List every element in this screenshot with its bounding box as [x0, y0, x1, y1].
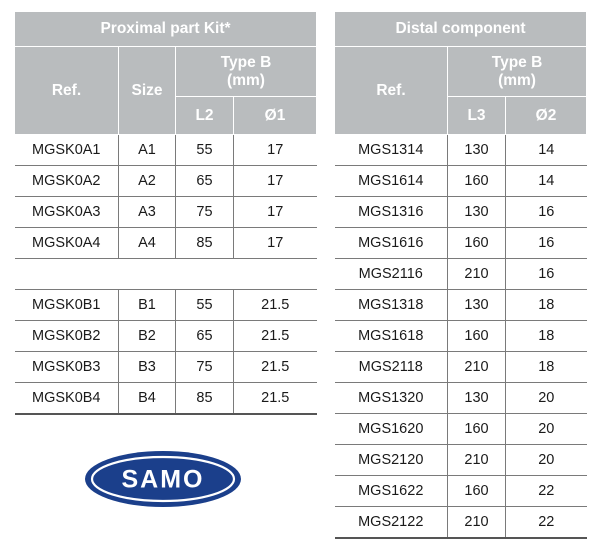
table-row: [335, 135, 587, 166]
d1-cell: 17: [234, 166, 317, 197]
table-row: [335, 352, 587, 383]
group-separator: [15, 259, 317, 290]
ref-cell: MGS2116: [335, 259, 448, 290]
table-row: [15, 228, 317, 259]
ref-cell: MGSK0A4: [15, 228, 119, 259]
ref-cell: MGS1320: [335, 383, 448, 414]
d2-cell: 18: [506, 290, 587, 321]
samo-logo: [84, 450, 242, 508]
d2-cell: 16: [506, 197, 587, 228]
l3-cell: 210: [448, 259, 506, 290]
l2-cell: 65: [176, 321, 234, 352]
table-row: [335, 259, 587, 290]
table-row: [15, 352, 317, 383]
proximal-type-header: Type B (mm): [176, 47, 317, 97]
d2-cell: 18: [506, 352, 587, 383]
size-cell: B3: [119, 352, 176, 383]
table-row: [335, 321, 587, 352]
l3-cell: 130: [448, 135, 506, 166]
table-row: [335, 197, 587, 228]
d2-cell: 20: [506, 414, 587, 445]
ref-cell: MGS2120: [335, 445, 448, 476]
table-row: [15, 383, 317, 414]
d2-cell: 20: [506, 383, 587, 414]
ref-cell: MGSK0B4: [15, 383, 119, 414]
size-cell: B4: [119, 383, 176, 414]
ref-cell: MGS1616: [335, 228, 448, 259]
ref-cell: MGSK0B3: [15, 352, 119, 383]
ref-cell: MGS2122: [335, 507, 448, 538]
ref-cell: MGSK0A1: [15, 135, 119, 166]
d2-cell: 22: [506, 476, 587, 507]
size-cell: A3: [119, 197, 176, 228]
size-cell: B1: [119, 290, 176, 321]
table-row: [335, 166, 587, 197]
ref-cell: MGS1316: [335, 197, 448, 228]
d2-cell: 14: [506, 166, 587, 197]
d1-cell: 17: [234, 228, 317, 259]
distal-ref-header: Ref.: [335, 47, 448, 135]
distal-l3-header: L3: [448, 97, 506, 135]
table-row: [335, 507, 587, 538]
ref-cell: MGS1620: [335, 414, 448, 445]
l3-cell: 130: [448, 197, 506, 228]
ref-cell: MGS2118: [335, 352, 448, 383]
proximal-size-header: Size: [119, 47, 176, 135]
distal-title: Distal component: [335, 12, 587, 47]
d1-cell: 17: [234, 135, 317, 166]
proximal-title: Proximal part Kit*: [15, 12, 317, 47]
proximal-l2-header: L2: [176, 97, 234, 135]
proximal-table: [14, 11, 317, 415]
l3-cell: 160: [448, 321, 506, 352]
l3-cell: 210: [448, 507, 506, 538]
ref-cell: MGS1314: [335, 135, 448, 166]
ref-cell: MGSK0B1: [15, 290, 119, 321]
table-row: [15, 290, 317, 321]
l2-cell: 85: [176, 383, 234, 414]
l2-cell: 55: [176, 290, 234, 321]
d1-cell: 21.5: [234, 290, 317, 321]
l2-cell: 85: [176, 228, 234, 259]
table-row: [335, 414, 587, 445]
table-row: [335, 290, 587, 321]
table-row: [15, 166, 317, 197]
d2-cell: 18: [506, 321, 587, 352]
table-row: [335, 445, 587, 476]
proximal-body: [15, 135, 317, 414]
d2-cell: 16: [506, 259, 587, 290]
d2-cell: 16: [506, 228, 587, 259]
l3-cell: 130: [448, 383, 506, 414]
table-row: [15, 321, 317, 352]
l3-cell: 160: [448, 228, 506, 259]
d1-cell: 21.5: [234, 321, 317, 352]
l2-cell: 75: [176, 352, 234, 383]
l3-cell: 130: [448, 290, 506, 321]
ref-cell: MGSK0B2: [15, 321, 119, 352]
separator-cell: [15, 259, 317, 290]
ref-cell: MGSK0A3: [15, 197, 119, 228]
l2-cell: 75: [176, 197, 234, 228]
ref-cell: MGSK0A2: [15, 166, 119, 197]
d1-cell: 17: [234, 197, 317, 228]
size-cell: B2: [119, 321, 176, 352]
l3-cell: 160: [448, 166, 506, 197]
table-row: [335, 228, 587, 259]
d2-cell: 14: [506, 135, 587, 166]
proximal-ref-header: Ref.: [15, 47, 119, 135]
l3-cell: 160: [448, 476, 506, 507]
ref-cell: MGS1318: [335, 290, 448, 321]
distal-type-header: Type B (mm): [448, 47, 587, 97]
distal-body: [335, 135, 587, 538]
table-row: [15, 135, 317, 166]
l3-cell: 210: [448, 352, 506, 383]
ref-cell: MGS1622: [335, 476, 448, 507]
l3-cell: 160: [448, 414, 506, 445]
size-cell: A2: [119, 166, 176, 197]
proximal-d1-header: Ø1: [234, 97, 317, 135]
ref-cell: MGS1614: [335, 166, 448, 197]
d1-cell: 21.5: [234, 383, 317, 414]
table-row: [15, 197, 317, 228]
d2-cell: 22: [506, 507, 587, 538]
size-cell: A1: [119, 135, 176, 166]
distal-d2-header: Ø2: [506, 97, 587, 135]
logo-text: SAMO: [121, 465, 205, 494]
table-row: [335, 383, 587, 414]
l2-cell: 65: [176, 166, 234, 197]
table-row: [335, 476, 587, 507]
l3-cell: 210: [448, 445, 506, 476]
distal-table: [334, 11, 587, 539]
l2-cell: 55: [176, 135, 234, 166]
d2-cell: 20: [506, 445, 587, 476]
ref-cell: MGS1618: [335, 321, 448, 352]
size-cell: A4: [119, 228, 176, 259]
d1-cell: 21.5: [234, 352, 317, 383]
